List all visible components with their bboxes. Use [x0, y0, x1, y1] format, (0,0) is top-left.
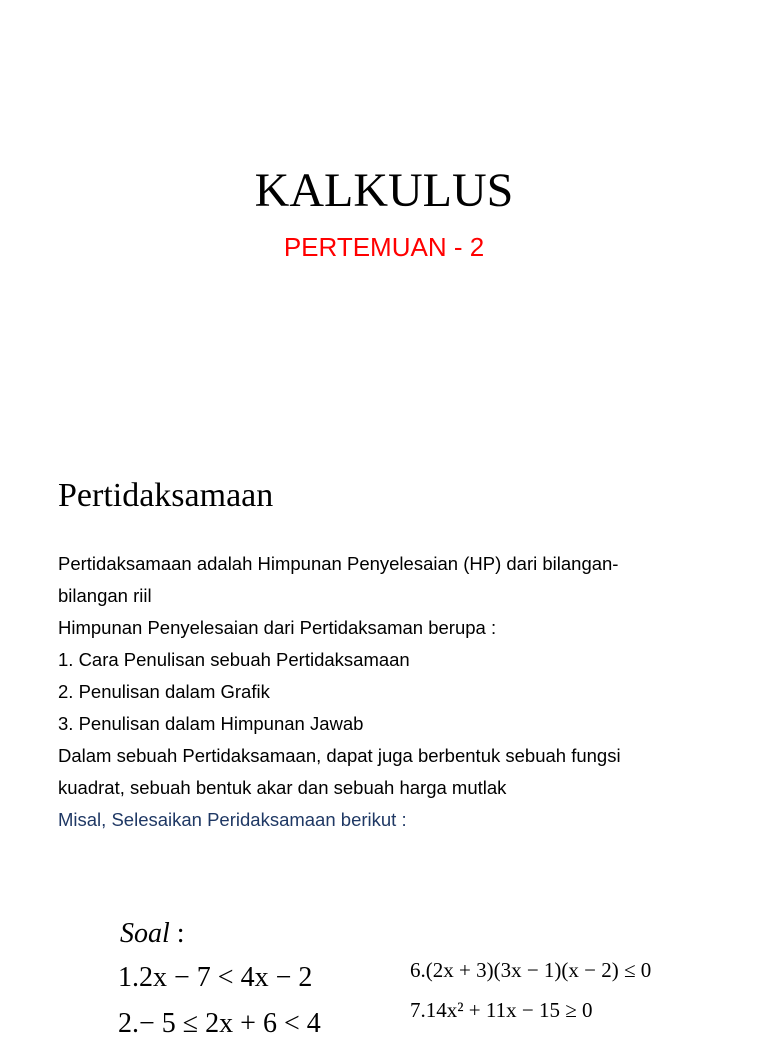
soal-label [120, 918, 185, 950]
problem-expression: 2x − 7 < 4x − 2 [139, 962, 313, 993]
problem-6 [410, 958, 651, 983]
body-text [58, 548, 718, 836]
problem-number: 6. [410, 958, 426, 982]
problem-number: 7. [410, 998, 426, 1022]
body-line: bilangan riil [58, 585, 152, 606]
body-line: Himpunan Penyelesaian dari Pertidaksaman berupa : [58, 617, 497, 638]
page-subtitle: PERTEMUAN - 2 [283, 232, 485, 262]
body-line: Dalam sebuah Pertidaksamaan, dapat juga berbentuk sebuah fungsi [58, 745, 621, 766]
body-line: kuadrat, sebuah bentuk akar dan sebuah harga mutlak [58, 777, 507, 798]
problem-expression: − 5 ≤ 2x + 6 < 4 [139, 1008, 321, 1039]
soal-label-text: Soal [120, 918, 170, 949]
problem-expression: (2x + 3)(3x − 1)(x − 2) ≤ 0 [425, 958, 652, 982]
list-item: 3. Penulisan dalam Himpunan Jawab [58, 713, 364, 734]
soal-colon: : [169, 918, 185, 949]
problem-number: 2. [118, 1008, 139, 1039]
problem-1 [118, 962, 312, 994]
page-title: KALKULUS [254, 164, 514, 217]
problem-7 [410, 998, 592, 1023]
section-heading: Pertidaksamaan [58, 477, 274, 514]
body-line: Pertidaksamaan adalah Himpunan Penyelesaian (HP) dari bilangan- [58, 553, 619, 574]
problem-2 [118, 1008, 321, 1040]
problem-number: 1. [118, 962, 139, 993]
list-item: 1. Cara Penulisan sebuah Pertidaksamaan [58, 649, 410, 670]
list-item: 2. Penulisan dalam Grafik [58, 681, 270, 702]
problem-expression: 14x² + 11x − 15 ≥ 0 [425, 998, 593, 1022]
example-prompt: Misal, Selesaikan Peridaksamaan berikut : [58, 809, 407, 830]
